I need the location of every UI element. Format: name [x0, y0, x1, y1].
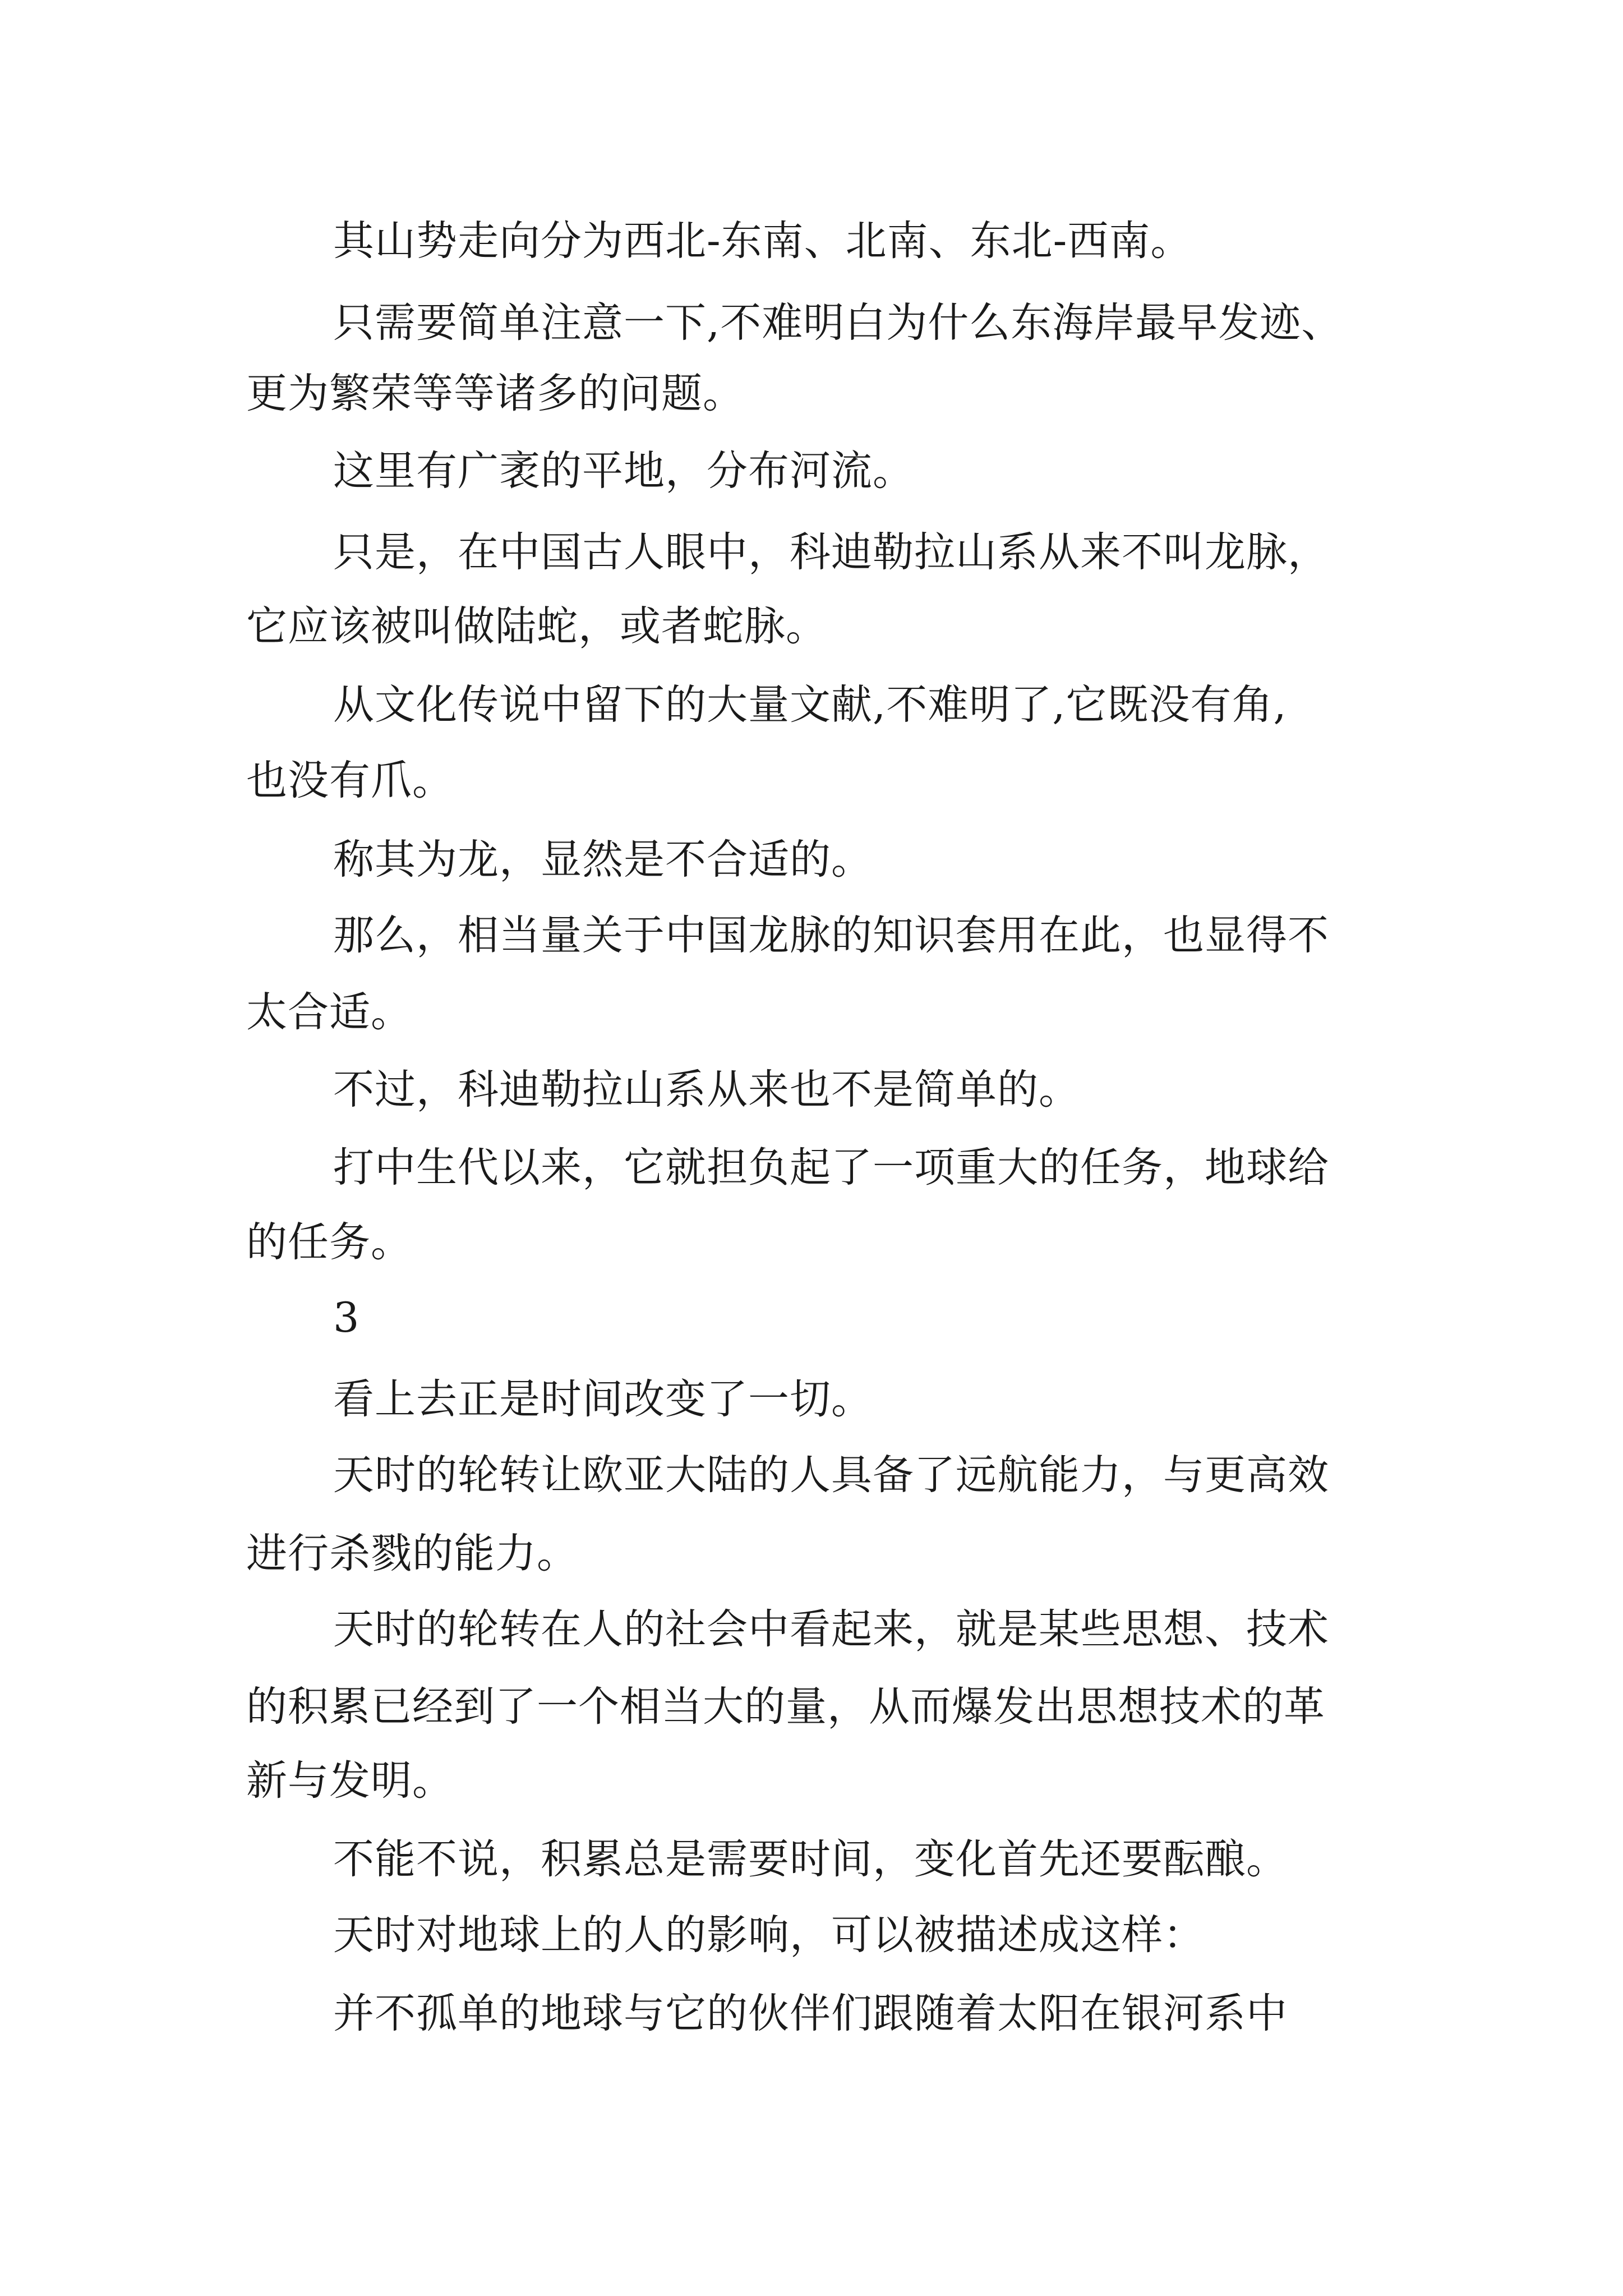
text-line: 只需要简单注意一下,不难明白为什么东海岸最早发迹、: [333, 299, 1343, 347]
text-line: 看上去正是时间改变了一切。: [333, 1375, 873, 1423]
text-line: 的任务。: [246, 1218, 412, 1266]
text-line: 天时的轮转让欧亚大陆的人具备了远航能力，与更高效: [333, 1451, 1329, 1499]
text-line: 不过，科迪勒拉山系从来也不是简单的。: [333, 1066, 1080, 1114]
text-line: 从文化传说中留下的大量文献,不难明了,它既没有角,: [333, 681, 1287, 729]
text-line: 更为繁荣等等诸多的问题。: [246, 370, 744, 417]
text-line: 其山势走向分为西北-东南、北南、东北-西南。: [333, 217, 1192, 265]
text-line: 太合适。: [246, 988, 412, 1036]
text-line: 只是，在中国古人眼中，科迪勒拉山系从来不叫龙脉，: [333, 528, 1329, 576]
text-line: 的积累已经到了一个相当大的量，从而爆发出思想技术的革: [246, 1683, 1325, 1731]
text-line: 称其为龙，显然是不合适的。: [333, 836, 873, 884]
text-line: 天时的轮转在人的社会中看起来，就是某些思想、技术: [333, 1605, 1329, 1653]
text-line: 那么，相当量关于中国龙脉的知识套用在此，也显得不: [333, 912, 1329, 959]
text-line: 它应该被叫做陆蛇，或者蛇脉。: [246, 602, 827, 650]
text-line: 也没有爪。: [246, 757, 454, 804]
text-line: 进行杀戮的能力。: [246, 1530, 578, 1577]
text-line: 新与发明。: [246, 1757, 454, 1805]
text-line: 不能不说，积累总是需要时间，变化首先还要酝酿。: [333, 1835, 1288, 1883]
text-line: 并不孤单的地球与它的伙伴们跟随着太阳在银河系中: [333, 1990, 1288, 2037]
section-number: 3: [333, 1294, 360, 1342]
text-line: 天时对地球上的人的影响，可以被描述成这样：: [333, 1911, 1205, 1959]
text-line: 打中生代以来，它就担负起了一项重大的任务，地球给: [333, 1144, 1329, 1191]
text-line: 这里有广袤的平地，分布河流。: [333, 447, 914, 495]
